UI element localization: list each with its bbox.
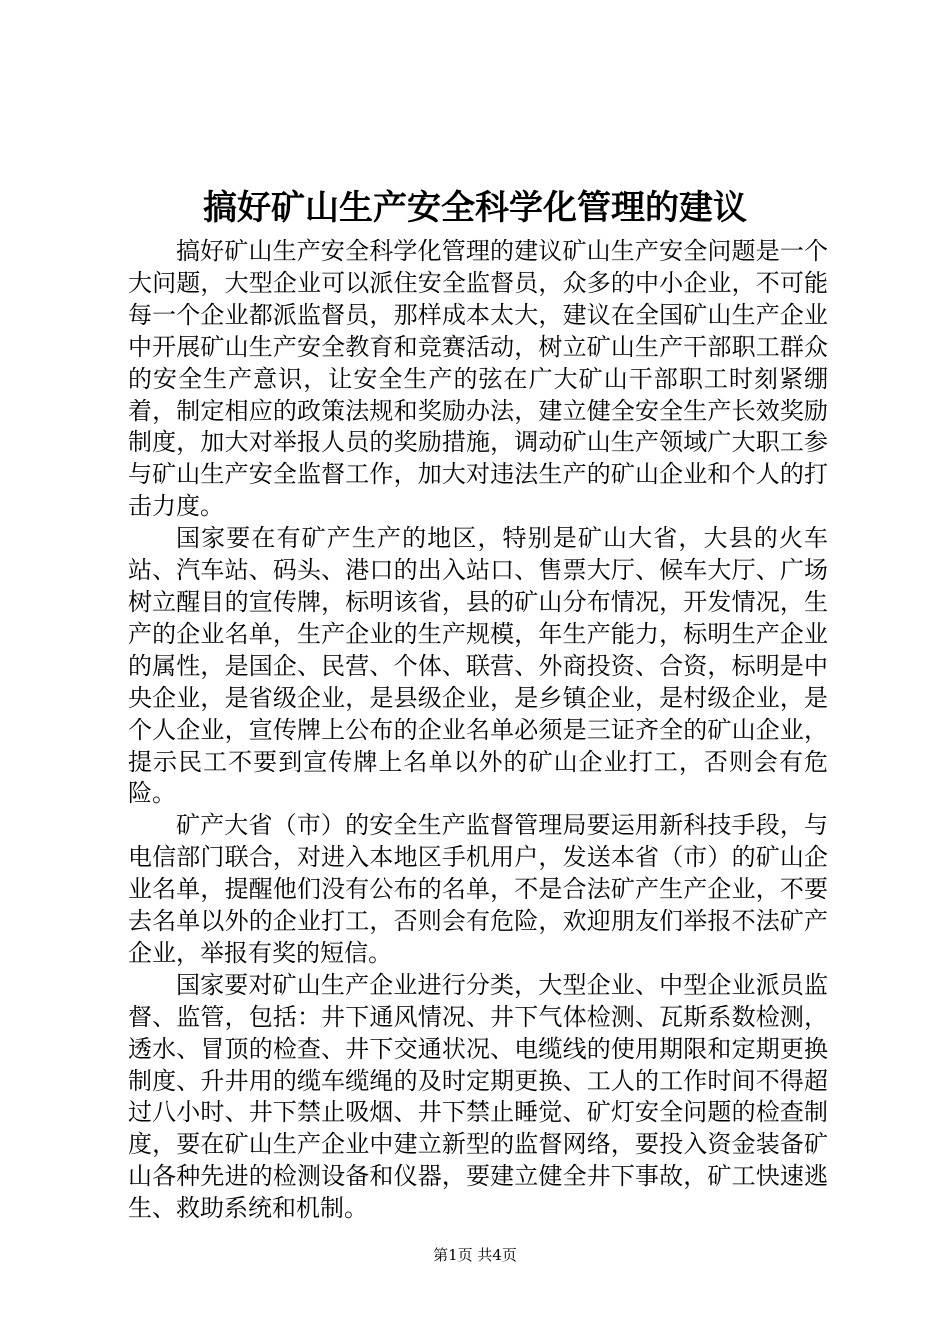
page-number-footer: 第1页 共4页 <box>433 1246 517 1264</box>
document-body <box>128 236 828 1225</box>
paragraph-2: 国家要在有矿产生产的地区，特别是矿山大省，大县的火车站、汽车站、码头、港口的出入站口、售票大厅、候车大厅、广场树立醒目的宣传牌，标明该省，县的矿山分布情况，开发情况，生产的企业名单，生产企业的生产规模，年生产能力，标明生产企业的属性，是国企、民营、个体、联营、外商投资、合资，标明是中央企业，是省级企业，是县级企业，是乡镇企业，是村级企业，是个人企业，宣传牌上公布的企业名单必须是三证齐全的矿山企业，提示民工不要到宣传牌上名单以外的矿山企业打工，否则会有危险。 <box>128 524 828 808</box>
paragraph-1: 搞好矿山生产安全科学化管理的建议矿山生产安全问题是一个大问题，大型企业可以派住安全监督员，众多的中小企业，不可能每一个企业都派监督员，那样成本太大，建议在全国矿山生产企业中开展矿山生产安全教育和竞赛活动，树立矿山生产干部职工群众的安全生产意识，让安全生产的弦在广大矿山干部职工时刻紧绷着，制定相应的政策法规和奖励办法，建立健全安全生产长效奖励制度，加大对举报人员的奖励措施，调动矿山生产领域广大职工参与矿山生产安全监督工作，加大对违法生产的矿山企业和个人的打击力度。 <box>128 237 828 521</box>
document-title: 搞好矿山生产安全科学化管理的建议 <box>203 188 747 228</box>
paragraph-3: 矿产大省（市）的安全生产监督管理局要运用新科技手段，与电信部门联合，对进入本地区手机用户，发送本省（市）的矿山企业名单，提醒他们没有公布的名单，不是合法矿产生产企业，不要去名单以外的企业打工，否则会有危险，欢迎朋友们举报不法矿产企业，举报有奖的短信。 <box>128 811 828 967</box>
paragraph-4: 国家要对矿山生产企业进行分类，大型企业、中型企业派员监督、监管，包括：井下通风情况、井下气体检测、瓦斯系数检测，透水、冒顶的检查、井下交通状况、电缆线的使用期限和定期更换制度、升井用的缆车缆绳的及时定期更换、工人的工作时间不得超过八小时、井下禁止吸烟、井下禁止睡觉、矿灯安全问题的检查制度，要在矿山生产企业中建立新型的监督网络，要投入资金装备矿山各种先进的检测设备和仪器，要建立健全井下事故，矿工快速逃生、救助系统和机制。 <box>128 970 828 1223</box>
